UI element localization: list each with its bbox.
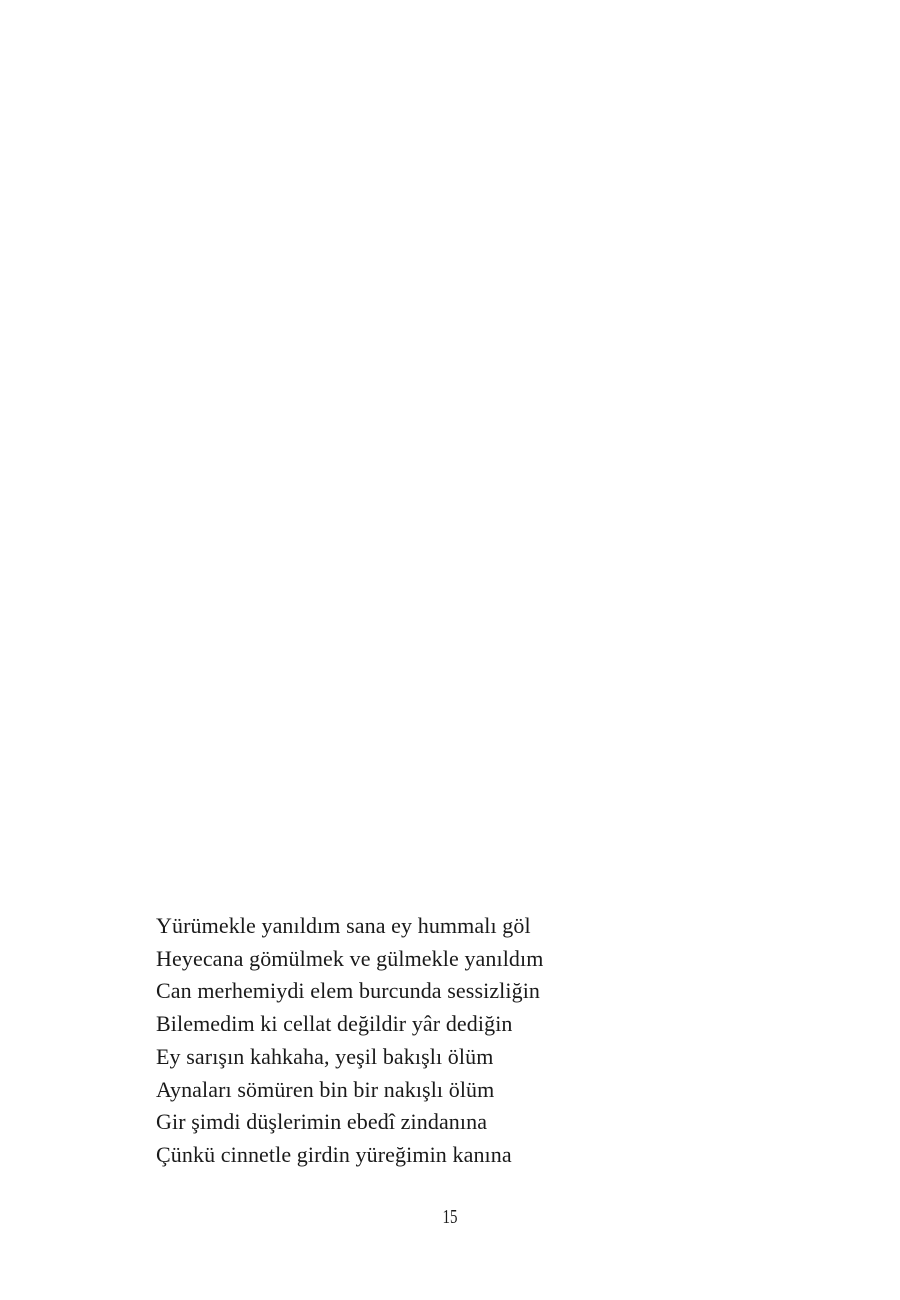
poem-line: Gir şimdi düşlerimin ebedî zindanına (156, 1109, 488, 1135)
poem-line: Çünkü cinnetle girdin yüreğimin kanına (156, 1141, 512, 1167)
poem-line: Heyecana gömülmek ve gülmekle yanıldım (156, 945, 544, 971)
poem-line: Yürümekle yanıldım sana ey hummalı göl (156, 913, 531, 938)
poem-stanza (156, 910, 543, 1172)
poem-line: Aynaları sömüren bin bir nakışlı ölüm (156, 1076, 495, 1102)
page-number: 15 (442, 1206, 458, 1228)
poem-line: Can merhemiydi elem burcunda sessizliğin (156, 978, 541, 1004)
poem-line: Bilemedim ki cellat değildir yâr dediğin (156, 1011, 513, 1037)
poem-line: Ey sarışın kahkaha, yeşil bakışlı ölüm (156, 1043, 494, 1069)
